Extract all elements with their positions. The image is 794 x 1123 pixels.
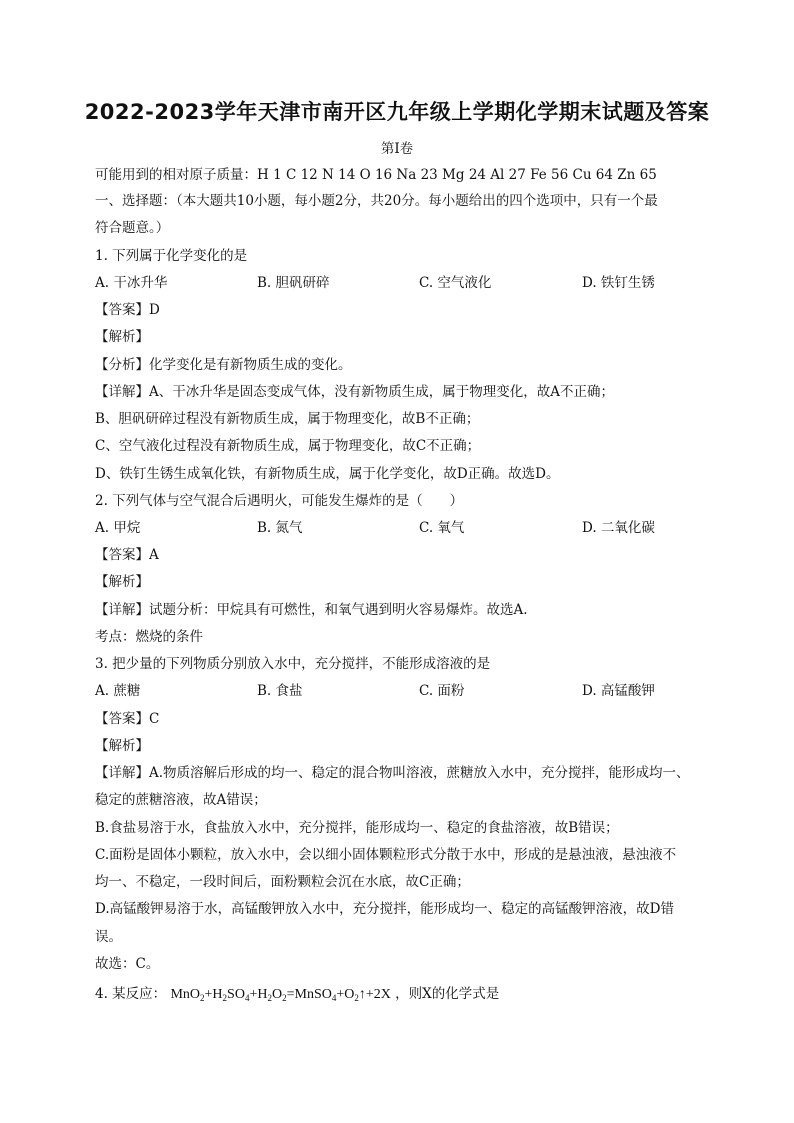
question-3-analysis-line: C.面粉是固体小颗粒，放入水中，会以细小固体颗粒形式分散于水中，形成的是悬浊液，悬浊液不	[95, 847, 677, 863]
question-3-analysis-line: 误。	[95, 929, 122, 945]
question-3-analysis-line: 均一、不稳定，一段时间后，面粉颗粒会沉在水底，故C正确；	[95, 874, 470, 890]
question-3-answer: 【答案】C	[95, 711, 160, 727]
question-1-analysis-line: 【详解】A、干冰升华是固态变成气体，没有新物质生成，属于物理变化，故A不正确；	[95, 384, 614, 400]
question-3-analysis-line: 稳定的蔗糖溶液，故A错误；	[95, 792, 267, 808]
question-4-suffix: ，则X的化学式是	[395, 986, 500, 1002]
question-3-stem: 3. 把少量的下列物质分别放入水中，充分搅拌，不能形成溶液的是	[95, 656, 491, 672]
question-2-stem: 2. 下列气体与空气混合后遇明火，可能发生爆炸的是（ ）	[95, 493, 464, 509]
chemical-equation: $MnO_2+H_2SO_4+H_2O_2=MnSO_4+O_2↑+2X$	[170, 987, 391, 1003]
question-3-option-a: A. 蔗糖	[95, 683, 141, 699]
question-3-analysis-label: 【解析】	[95, 738, 149, 754]
question-3-analysis-line: 【详解】A.物质溶解后形成的均一、稳定的混合物叫溶液，蔗糖放入水中，充分搅拌，能形成均一、	[95, 765, 690, 781]
document-title: 2022-2023学年天津市南开区九年级上学期化学期末试题及答案	[84, 100, 710, 124]
question-3-option-b: B. 食盐	[257, 683, 303, 699]
question-3-analysis-line: 故选：C。	[95, 956, 160, 972]
question-2-answer: 【答案】A	[95, 547, 159, 563]
question-2-option-b: B. 氮气	[257, 520, 303, 536]
atomic-masses-line: 可能用到的相对原子质量：H 1 C 12 N 14 O 16 Na 23 Mg 24 Al 27 Fe 56 Cu 64 Zn 65	[95, 167, 657, 183]
question-1-analysis-line: 【分析】化学变化是有新物质生成的变化。	[95, 357, 352, 373]
section-subtitle: 第Ⅰ卷	[380, 141, 414, 157]
question-2-option-a: A. 甲烷	[95, 520, 141, 536]
section-instructions-line-2: 符合题意。）	[95, 220, 170, 236]
question-1-option-d: D. 铁钉生锈	[582, 275, 655, 291]
question-1-answer: 【答案】D	[95, 302, 160, 318]
question-1-analysis-line: D、铁钉生锈生成氧化铁，有新物质生成，属于化学变化，故D正确。故选D。	[95, 466, 560, 482]
question-3-analysis-line: B.食盐易溶于水，食盐放入水中，充分搅拌，能形成均一、稳定的食盐溶液，故B错误；	[95, 820, 619, 836]
question-3-analysis-line: D.高锰酸钾易溶于水，高锰酸钾放入水中，充分搅拌，能形成均一、稳定的高锰酸钾溶液，故D错	[95, 901, 674, 917]
question-1-analysis-line: C、空气液化过程没有新物质生成，属于物理变化，故C不正确；	[95, 438, 481, 454]
question-4-prefix: 4. 某反应：	[95, 986, 167, 1002]
question-2-option-d: D. 二氧化碳	[582, 520, 655, 536]
question-3-option-d: D. 高锰酸钾	[582, 683, 655, 699]
question-2-analysis-label: 【解析】	[95, 574, 149, 590]
question-3-option-c: C. 面粉	[419, 683, 465, 699]
question-1-analysis-line: B、胆矾研碎过程没有新物质生成，属于物理变化，故B不正确；	[95, 411, 480, 427]
question-2-analysis-line: 考点：燃烧的条件	[95, 629, 203, 645]
question-1-option-b: B. 胆矾研碎	[257, 275, 330, 291]
question-1-option-a: A. 干冰升华	[95, 275, 168, 291]
section-instructions-line-1: 一、选择题：（本大题共10小题，每小题2分，共20分。每小题给出的四个选项中，只有一个最	[95, 193, 658, 209]
question-2-analysis-line: 【详解】试题分析：甲烷具有可燃性，和氧气遇到明火容易爆炸。故选A.	[95, 602, 528, 618]
question-4-stem	[95, 985, 499, 1007]
question-1-option-c: C. 空气液化	[419, 275, 492, 291]
question-2-option-c: C. 氧气	[419, 520, 465, 536]
question-1-analysis-label: 【解析】	[95, 329, 149, 345]
question-1-stem: 1. 下列属于化学变化的是	[95, 248, 248, 264]
